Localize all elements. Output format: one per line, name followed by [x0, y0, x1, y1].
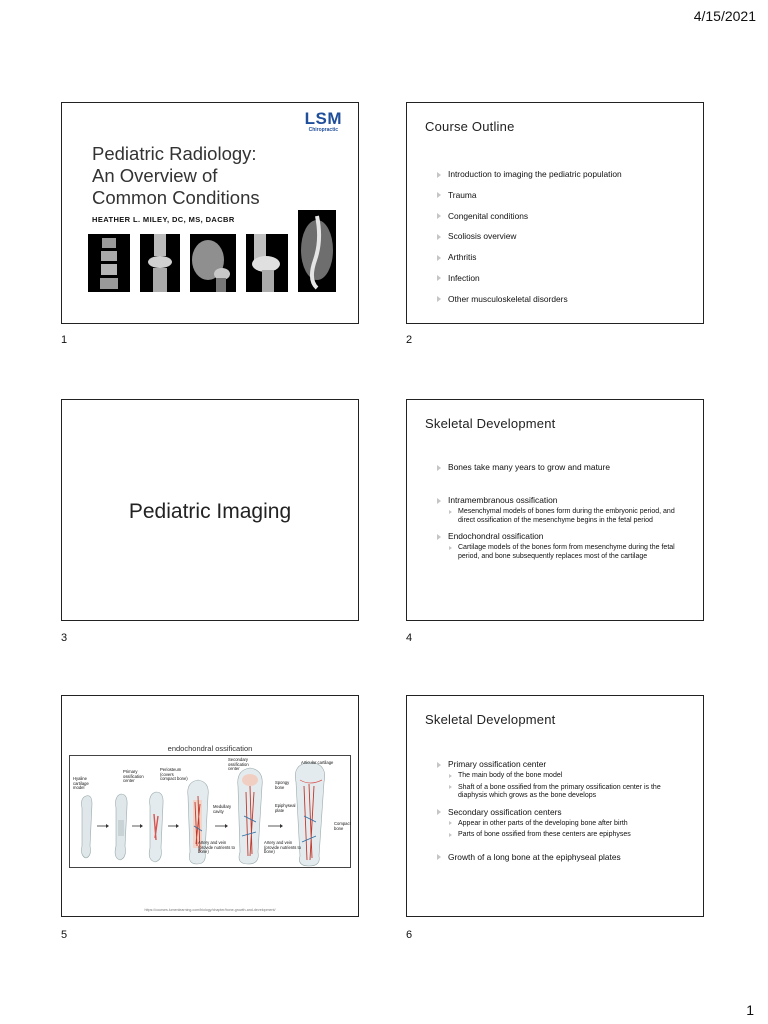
sub-list — [437, 820, 689, 840]
label-articular: Articular cartilage — [301, 760, 334, 765]
slide-2-number: 2 — [406, 334, 413, 346]
label-epiphyseal: Epiphyseal plate — [275, 803, 296, 813]
sub-list-item: Shaft of a bone ossified from the primary ossification center is the diaphysis which grows as the bone develops — [449, 784, 689, 801]
title-line-2: An Overview of — [92, 165, 218, 186]
list-item: Infection — [437, 273, 689, 284]
sub-list — [437, 772, 689, 801]
title-line-3: Common Conditions — [92, 187, 260, 208]
page-number: 1 — [746, 1002, 754, 1018]
list-item: Congenital conditions — [437, 211, 689, 222]
knee-xray-image — [140, 234, 180, 292]
label-hyaline: Hyaline cartilage model — [73, 776, 89, 791]
sub-list-item: Mesenchymal models of bones form during the embryonic period, and direct ossification of the mesenchyme begins in the fetal period — [449, 508, 689, 525]
slide-2 — [406, 102, 704, 324]
page-date: 4/15/2021 — [693, 8, 756, 24]
sub-list-item: Parts of bone ossified from these centers are epiphyses — [449, 831, 689, 840]
author-line: HEATHER L. MILEY, DC, MS, DACBR — [92, 215, 235, 224]
sub-list — [437, 544, 689, 561]
slide-1 — [61, 102, 359, 324]
slide-6-number: 6 — [406, 929, 413, 941]
slide-1-title — [92, 143, 260, 209]
list-item: Endochondral ossification — [437, 531, 689, 542]
slide-4 — [406, 399, 704, 621]
list-item: Secondary ossification centers — [437, 807, 689, 818]
sub-list-wrapper — [437, 820, 689, 840]
list-item: Intramembranous ossification — [437, 495, 689, 506]
spine-xray-image — [88, 234, 130, 292]
list-item: Introduction to imaging the pediatric population — [437, 169, 689, 180]
skeletal-dev-list-2 — [437, 759, 689, 863]
slide-3-number: 3 — [61, 632, 68, 644]
sub-list-wrapper — [437, 772, 689, 801]
skeletal-dev-list — [437, 462, 689, 567]
list-item: Arthritis — [437, 252, 689, 263]
slide-6 — [406, 695, 704, 917]
slide-5 — [61, 695, 359, 917]
scoliosis-xray-image — [298, 210, 336, 292]
label-compact: Compact bone — [334, 821, 351, 831]
slide-6-title: Skeletal Development — [425, 712, 556, 727]
sub-list-item: Cartilage models of the bones form from mesenchyme during the fetal period, and bone subsequently replaces most of the cartilage — [449, 544, 689, 561]
slide-4-title: Skeletal Development — [425, 416, 556, 431]
sub-list-wrapper — [437, 544, 689, 561]
label-periosteum: Periosteum (covers compact bone) — [160, 767, 188, 782]
slide-1-number: 1 — [61, 334, 68, 346]
label-secondary: Secondary ossification center — [228, 757, 249, 772]
list-item: Primary ossification center — [437, 759, 689, 770]
figure-credit: https://courses.lumenlearning.com/biology/chapter/bone-growth-and-development/ — [144, 908, 276, 912]
lateral-knee-xray-image — [246, 234, 288, 292]
label-spongy: Spongy bone — [275, 780, 290, 790]
slide-5-number: 5 — [61, 929, 68, 941]
slide-4-number: 4 — [406, 632, 413, 644]
label-artery-1: Artery and vein (provide nutrients to bone) — [198, 840, 236, 855]
sub-list-item: The main body of the bone model — [449, 772, 689, 781]
label-primary: Primary ossification center — [123, 769, 144, 784]
skull-xray-image — [190, 234, 236, 292]
sub-list-wrapper — [437, 508, 689, 525]
sub-list-item: Appear in other parts of the developing bone after birth — [449, 820, 689, 829]
title-line-1: Pediatric Radiology: — [92, 143, 257, 164]
course-outline-list — [437, 169, 689, 305]
list-item: Trauma — [437, 190, 689, 201]
ossification-diagram — [69, 755, 351, 868]
label-artery-2: Artery and vein (provide nutrients to bone) — [264, 840, 302, 855]
label-medullary: Medullary cavity — [213, 804, 232, 814]
list-item: Other musculoskeletal disorders — [437, 294, 689, 305]
sub-list — [437, 508, 689, 525]
logo-subtext: Chiropractic — [308, 127, 339, 133]
logo-text: LSM — [304, 109, 342, 128]
lsm-logo — [305, 110, 342, 133]
figure-title: endochondral ossification — [167, 744, 253, 753]
list-item: Scoliosis overview — [437, 231, 689, 242]
list-item: Bones take many years to grow and mature — [437, 462, 689, 473]
list-item: Growth of a long bone at the epiphyseal plates — [437, 852, 689, 863]
slide-2-title: Course Outline — [425, 119, 515, 134]
slide-3-title: Pediatric Imaging — [128, 500, 292, 523]
slide-3 — [61, 399, 359, 621]
